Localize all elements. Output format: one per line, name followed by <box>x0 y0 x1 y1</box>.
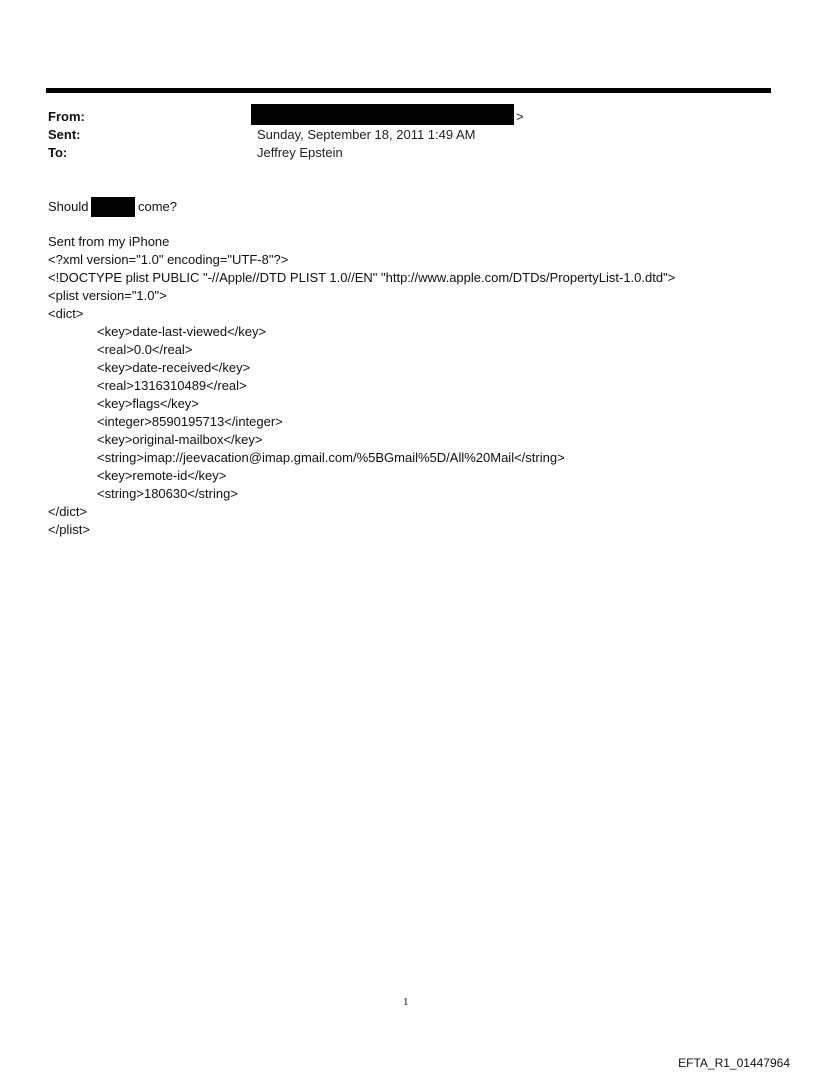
plist-line: <key>date-received</key> <box>97 360 251 375</box>
plist-line: </plist> <box>48 522 90 537</box>
plist-line: <real>1316310489</real> <box>97 378 247 393</box>
plist-line: <integer>8590195713</integer> <box>97 414 283 429</box>
plist-line: <key>date-last-viewed</key> <box>97 324 267 339</box>
header-rule <box>46 88 771 93</box>
to-value: Jeffrey Epstein <box>257 145 343 160</box>
plist-line: <plist version="1.0"> <box>48 288 167 303</box>
plist-line: <dict> <box>48 306 84 321</box>
plist-line: <key>flags</key> <box>97 396 199 411</box>
plist-line: <string>180630</string> <box>97 486 238 501</box>
page-number: 1 <box>403 996 409 1008</box>
plist-line: <key>remote-id</key> <box>97 468 227 483</box>
message-text-after: come? <box>138 199 178 214</box>
plist-line: <key>original-mailbox</key> <box>97 432 263 447</box>
plist-line: <string>imap://jeevacation@imap.gmail.com/%5BGmail%5D/All%20Mail</string> <box>97 450 565 465</box>
plist-line: <?xml version="1.0" encoding="UTF-8"?> <box>48 252 289 267</box>
from-redaction <box>251 104 514 125</box>
bates-id: EFTA_R1_01447964 <box>678 1056 790 1070</box>
plist-line: </dict> <box>48 504 88 519</box>
from-suffix: > <box>516 109 524 124</box>
signature: Sent from my iPhone <box>48 234 170 249</box>
plist-line: <real>0.0</real> <box>97 342 193 357</box>
to-label: To: <box>48 145 68 160</box>
plist-line: <!DOCTYPE plist PUBLIC "-//Apple//DTD PLIST 1.0//EN" "http://www.apple.com/DTDs/PropertyList-1.0.dtd"> <box>48 270 676 285</box>
sent-value: Sunday, September 18, 2011 1:49 AM <box>257 127 476 142</box>
message-text-before: Should <box>48 199 89 214</box>
message-redaction <box>91 197 135 217</box>
sent-label: Sent: <box>48 127 81 142</box>
from-label: From: <box>48 109 85 124</box>
